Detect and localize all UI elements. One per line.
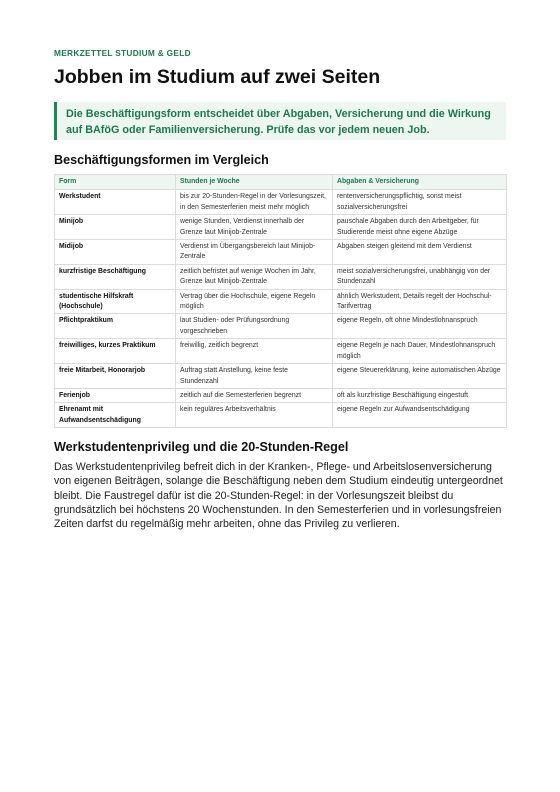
cell-form: Ehrenamt mit Aufwandsentschädigung <box>55 403 176 428</box>
callout-text: Die Beschäftigungsform entscheidet über Abgaben, Versicherung und die Wirkung auf BAföG oder Familienversicherung. Prüfe das vor jedem neuen Job. <box>66 108 491 136</box>
cell-form: kurzfristige Beschäftigung <box>55 264 176 289</box>
cell-hours: Verdienst im Übergangsbereich laut Minijob-Zentrale <box>176 240 333 265</box>
cell-form: freie Mitarbeit, Honorarjob <box>55 364 176 389</box>
table-row <box>55 289 507 314</box>
table-row <box>55 264 507 289</box>
cell-insurance: meist sozialversicherungsfrei, unabhängig von der Stundenzahl <box>333 264 507 289</box>
table-header-row <box>55 175 507 190</box>
privilege-paragraph: Das Werkstudentenprivileg befreit dich in der Kranken-, Pflege- und Arbeitslosenversicherung von eigenen Beiträgen, solange die Beschäftigung neben dem Studium eindeutig untergeordnet bleibt. Die Faustregel dafür ist die 20-Stunden-Regel: in der Vorlesungszeit bleibst du grundsätzlich bei höchstens 20 Wochenstunden. In den Semesterferien und in vorlesungsfreien Zeiten darfst du regelmäßig mehr arbeiten, ohne das Privileg zu verlieren. <box>54 461 503 531</box>
cell-form: Werkstudent <box>55 190 176 215</box>
cell-form: freiwilliges, kurzes Praktikum <box>55 339 176 364</box>
cell-insurance: ähnlich Werkstudent, Details regelt der Hochschul-Tarifvertrag <box>333 289 507 314</box>
cell-insurance: pauschale Abgaben durch den Arbeitgeber, für Studierende meist ohne eigene Abzüge <box>333 215 507 240</box>
cell-insurance: eigene Steuererklärung, keine automatischen Abzüge <box>333 364 507 389</box>
cell-form: Minijob <box>55 215 176 240</box>
section-heading-privilege: Werkstudentenprivileg und die 20-Stunden-Regel <box>54 440 349 454</box>
cell-hours: bis zur 20-Stunden-Regel in der Vorlesungszeit, in den Semesterferien meist mehr möglich <box>176 190 333 215</box>
table-row <box>55 240 507 265</box>
cell-form: Midijob <box>55 240 176 265</box>
column-header-insurance: Abgaben & Versicherung <box>333 175 507 190</box>
cell-hours: freiwillig, zeitlich begrenzt <box>176 339 333 364</box>
eyebrow-label: MERKZETTEL STUDIUM & GELD <box>54 48 191 58</box>
section-heading-comparison: Beschäftigungsformen im Vergleich <box>54 153 269 167</box>
comparison-table <box>54 174 507 428</box>
cell-insurance: Abgaben steigen gleitend mit dem Verdienst <box>333 240 507 265</box>
cell-insurance: eigene Regeln je nach Dauer, Mindestlohnanspruch möglich <box>333 339 507 364</box>
cell-insurance: rentenversicherungspflichtig, sonst meist sozialversicherungsfrei <box>333 190 507 215</box>
cell-insurance: eigene Regeln, oft ohne Mindestlohnanspruch <box>333 314 507 339</box>
table-row <box>55 314 507 339</box>
table-row <box>55 190 507 215</box>
table-row <box>55 388 507 402</box>
cell-form: Ferienjob <box>55 388 176 402</box>
column-header-hours: Stunden je Woche <box>176 175 333 190</box>
cell-hours: Vertrag über die Hochschule, eigene Regeln möglich <box>176 289 333 314</box>
cell-hours: Auftrag statt Anstellung, keine feste Stundenzahl <box>176 364 333 389</box>
column-header-form: Form <box>55 175 176 190</box>
cell-insurance: eigene Regeln zur Aufwandsentschädigung <box>333 403 507 428</box>
table-row <box>55 364 507 389</box>
cell-hours: wenige Stunden, Verdienst innerhalb der Grenze laut Minijob-Zentrale <box>176 215 333 240</box>
table-row <box>55 215 507 240</box>
cell-hours: zeitlich befristet auf wenige Wochen im Jahr, Grenze laut Minijob-Zentrale <box>176 264 333 289</box>
table-row <box>55 403 507 428</box>
cell-insurance: oft als kurzfristige Beschäftigung eingestuft <box>333 388 507 402</box>
cell-hours: kein reguläres Arbeitsverhältnis <box>176 403 333 428</box>
page-title: Jobben im Studium auf zwei Seiten <box>54 66 381 88</box>
cell-form: studentische Hilfskraft (Hochschule) <box>55 289 176 314</box>
callout-box <box>54 102 506 140</box>
cell-hours: laut Studien- oder Prüfungsordnung vorgeschrieben <box>176 314 333 339</box>
table-row <box>55 339 507 364</box>
cell-form: Pflichtpraktikum <box>55 314 176 339</box>
cell-hours: zeitlich auf die Semesterferien begrenzt <box>176 388 333 402</box>
